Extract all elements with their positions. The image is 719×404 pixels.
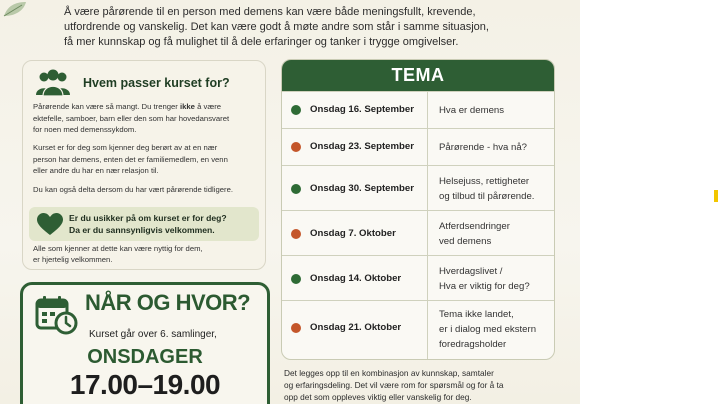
who-line: [33, 101, 263, 113]
who-text: Pårørende kan være så mangt. Du trenger: [33, 102, 180, 111]
who-line: for noen med demenssykdom.: [33, 125, 137, 134]
table-row: [282, 91, 554, 129]
who-paragraph-2: [33, 142, 263, 177]
topic-line: Tema ikke landet,: [439, 309, 514, 320]
edge-marker: [714, 190, 718, 202]
when-title: NÅR OG HVOR?: [85, 290, 251, 315]
who-section: [22, 60, 266, 270]
who-line: eller andre du har en nær relasjon til.: [33, 166, 159, 175]
calendar-clock-icon: [35, 295, 79, 335]
topic-line: ved demens: [439, 236, 492, 247]
session-topic: [439, 219, 551, 249]
topic-line: Hva er viktig for deg?: [439, 281, 530, 292]
who-line: person har demens, enten det er familiemedlem, en venn: [33, 154, 228, 164]
unsure-line: Da er du sannsynligvis velkommen.: [69, 225, 215, 235]
topic-line: og tilbud til pårørende.: [439, 191, 535, 202]
status-dot: [291, 184, 301, 194]
welcome-line: Alle som kjenner at dette kan være nyttig for dem,: [33, 244, 203, 253]
who-line: Kurset er for deg som kjenner deg berørt av at en nær: [33, 143, 218, 152]
outro-line: Det legges opp til en kombinasjon av kunnskap, samtaler: [284, 368, 494, 378]
intro-line: utfordrende og vanskelig. Det kan være godt å møte andre som står i samme situasjon,: [64, 21, 489, 33]
topic-line: er i dialog med ekstern: [439, 324, 537, 335]
session-topic: [439, 264, 551, 294]
topic-line: foredragsholder: [439, 339, 507, 350]
outro-line: opp det som oppleves viktig eller vanskelig for deg.: [284, 392, 472, 402]
who-line: ektefelle, samboer, barn eller den som har hovedansvaret: [33, 113, 230, 123]
session-date: Onsdag 16. September: [310, 104, 414, 115]
intro-text: [64, 5, 514, 50]
session-topic: [439, 140, 551, 155]
session-date: Onsdag 23. September: [310, 141, 414, 152]
table-row: [282, 165, 554, 211]
who-line: Du kan også delta dersom du har vært pårørende tidligere.: [33, 185, 233, 194]
session-topic: [439, 307, 551, 352]
who-text: å være: [194, 102, 222, 111]
when-day: ONSDAGER: [87, 346, 203, 368]
who-header: [35, 69, 230, 97]
status-dot: [291, 323, 301, 333]
who-paragraph-3: [33, 184, 263, 196]
unsure-text: [69, 212, 227, 236]
status-dot: [291, 229, 301, 239]
topic-line: Helsejuss, rettigheter: [439, 176, 530, 187]
table-row: [282, 300, 554, 360]
intro-line: få mer kunnskap og få mulighet til å dele erfaringer og tanker i trygge omgivelser.: [64, 36, 459, 48]
when-time: 17.00–19.00: [69, 369, 221, 400]
table-row: [282, 255, 554, 301]
tema-table: [281, 59, 555, 360]
topic-line: Hverdagslivet /: [439, 266, 503, 277]
people-icon: [35, 69, 71, 97]
heart-icon: [37, 213, 63, 236]
table-row: [282, 128, 554, 166]
when-section: [20, 282, 270, 404]
intro-line: Å være pårørende til en person med demens kan være både meningsfullt, krevende,: [64, 6, 476, 18]
session-date: Onsdag 21. Oktober: [310, 322, 402, 333]
who-paragraph-1: [33, 101, 263, 136]
status-dot: [291, 105, 301, 115]
welcome-text: [33, 243, 265, 265]
tema-title: TEMA: [282, 60, 554, 91]
session-date: Onsdag 7. Oktober: [310, 228, 396, 239]
who-title: Hvem passer kurset for?: [83, 76, 230, 90]
outro-text: [284, 367, 564, 403]
status-dot: [291, 274, 301, 284]
topic-line: Atferdsendringer: [439, 221, 510, 232]
welcome-line: er hjertelig velkommen.: [33, 255, 113, 264]
when-subtitle: Kurset går over 6. samlinger,: [89, 329, 217, 340]
session-topic: [439, 103, 551, 118]
leaf-icon: [2, 0, 28, 18]
topic-line: Pårørende - hva nå?: [439, 142, 527, 153]
table-row: [282, 210, 554, 256]
outro-line: og erfaringsdeling. Det vil være rom for spørsmål og for å ta: [284, 380, 504, 390]
unsure-callout: [29, 207, 259, 241]
session-date: Onsdag 30. September: [310, 183, 414, 194]
status-dot: [291, 142, 301, 152]
who-emphasis: ikke: [180, 102, 195, 111]
topic-line: Hva er demens: [439, 105, 505, 116]
session-date: Onsdag 14. Oktober: [310, 273, 402, 284]
session-topic: [439, 174, 551, 204]
unsure-line: Er du usikker på om kurset er for deg?: [69, 213, 227, 223]
